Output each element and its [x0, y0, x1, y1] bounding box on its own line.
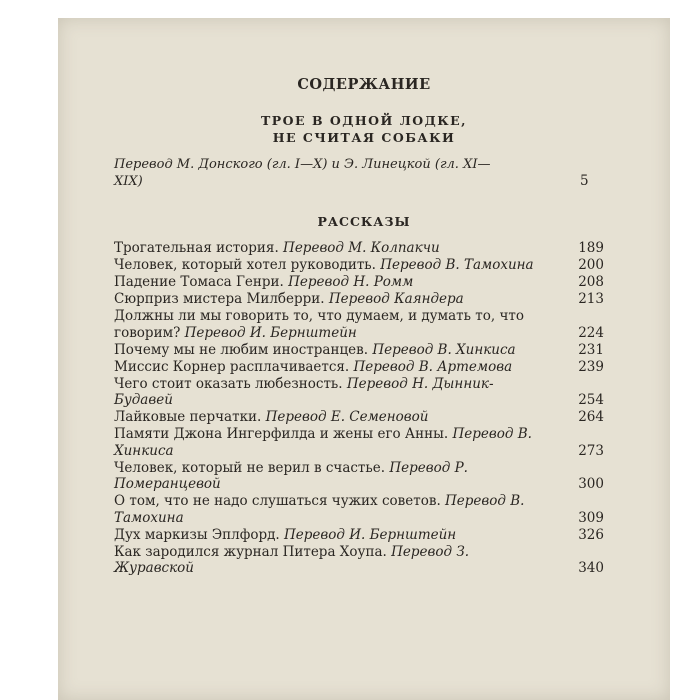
entry-title: Дух маркизы Эплфорд.	[114, 526, 280, 543]
toc-entry	[114, 426, 604, 459]
book-page-number: 5	[580, 173, 589, 189]
entry-translator: Перевод Каяндера	[328, 291, 464, 307]
entry-translator: Перевод Е. Семеновой	[265, 409, 429, 425]
entry-title: Сюрприз мистера Милберри.	[114, 291, 325, 307]
toc-entry	[114, 257, 604, 274]
entry-page: 189	[578, 240, 604, 256]
entry-page: 231	[578, 341, 604, 358]
entry-page: 224	[578, 324, 604, 341]
entry-translator: Перевод И. Бернштейн	[184, 324, 357, 341]
entry-title: Почему мы не любим иностранцев.	[114, 341, 369, 358]
entry-title: Чего стоит оказать любезность.	[114, 375, 343, 392]
toc-entry	[114, 308, 604, 341]
entry-translator: Перевод В. Артемова	[353, 358, 513, 375]
entry-page: 300	[578, 476, 604, 492]
toc-entry	[114, 376, 604, 409]
toc-entry	[114, 544, 604, 577]
toc-entry	[114, 359, 604, 376]
entry-page: 200	[578, 257, 604, 273]
entry-translator: Перевод З. Журавской	[114, 543, 470, 576]
entry-translator: Перевод В. Тамохина	[380, 257, 534, 273]
entry-page: 340	[578, 560, 604, 576]
entry-title: Как зародился журнал Питера Хоупа.	[114, 543, 387, 560]
book-title-line-2: НЕ СЧИТАЯ СОБАКИ	[272, 130, 456, 145]
toc-entries	[114, 240, 614, 577]
toc-entry	[114, 409, 604, 426]
toc-entry	[114, 460, 604, 493]
book-translator: Перевод М. Донского (гл. I—X) и Э. Линецкой (гл. XI—XIX)	[114, 157, 491, 189]
entry-translator: Перевод В. Тамохина	[114, 493, 525, 526]
toc-entry	[114, 527, 604, 544]
entry-page: 264	[578, 409, 604, 425]
entry-title: Лайковые перчатки.	[114, 409, 262, 425]
toc-title: СОДЕРЖАНИЕ	[297, 76, 431, 93]
entry-title: Миссис Корнер расплачивается.	[114, 358, 350, 375]
entry-page: 273	[578, 442, 604, 459]
entry-page: 208	[578, 274, 604, 290]
toc-entry	[114, 342, 604, 359]
toc-entry	[114, 240, 604, 257]
book-title-line-1: ТРОЕ В ОДНОЙ ЛОДКЕ,	[260, 113, 468, 128]
book-title	[58, 112, 670, 146]
entry-page: 309	[578, 509, 604, 526]
entry-title: Должны ли мы говорить то, что думаем, и думать то, что говорим?	[114, 308, 524, 341]
entry-title: Трогательная история.	[114, 240, 279, 256]
entry-title: Человек, который не верил в счастье.	[114, 459, 386, 476]
entry-translator: Перевод И. Бернштейн	[284, 526, 457, 543]
book-page	[58, 18, 670, 700]
entry-title: Памяти Джона Ингерфилда и жены его Анны.	[114, 426, 449, 442]
section-title: РАССКАЗЫ	[317, 214, 411, 229]
entry-translator: Перевод Н. Ромм	[288, 274, 414, 290]
entry-page: 239	[578, 358, 604, 375]
entry-translator: Перевод В. Хинкиса	[114, 426, 532, 459]
entry-page: 213	[578, 291, 604, 307]
entry-title: О том, что не надо слушаться чужих советов.	[114, 493, 441, 509]
toc-entry	[114, 291, 604, 308]
entry-page: 326	[578, 526, 604, 543]
entry-page: 254	[578, 392, 604, 408]
entry-translator: Перевод Р. Померанцевой	[114, 459, 468, 492]
entry-translator: Перевод Н. Дынник-Будавей	[114, 375, 494, 408]
entry-translator: Перевод В. Хинкиса	[372, 341, 516, 358]
entry-title: Падение Томаса Генри.	[114, 274, 284, 290]
entry-translator: Перевод М. Колпакчи	[283, 240, 440, 256]
toc-entry	[114, 274, 604, 291]
toc-entry	[114, 493, 604, 526]
entry-title: Человек, который хотел руководить.	[114, 257, 376, 273]
